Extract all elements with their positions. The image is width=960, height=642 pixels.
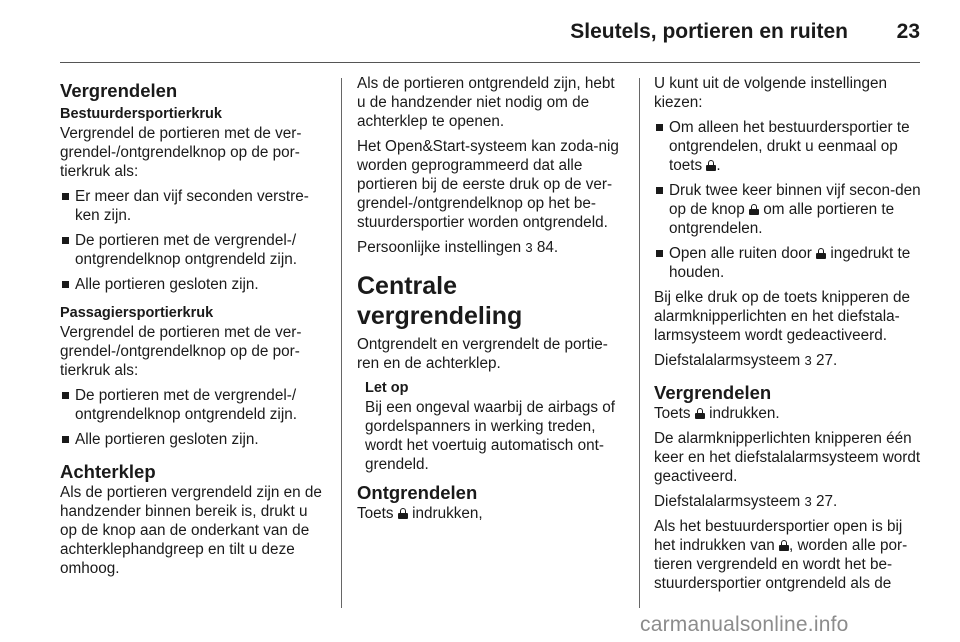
list-item: Om alleen het bestuurdersportier te ontgrendelen, drukt u eenmaal op toets .	[654, 118, 922, 175]
open-start-text: Het Open&Start-systeem kan zoda-nig worden geprogrammeerd dat alle portieren bij de eerste druk op de ver-grendel-/ontgrendelknop op het be-stuurdersportier worden ontgrendeld.	[357, 138, 619, 231]
passenger-intro: Vergrendel de portieren met de ver-grendel-/ontgrendelknop op de por-tierkruk als:	[60, 324, 302, 379]
alarm-ref-2: Diefstalalarmsysteem 3 27.	[654, 493, 838, 510]
tailgate-unlocked-text: Als de portieren ontgrendeld zijn, hebt u de handzender niet nodig om de achterklep te openen.	[357, 75, 615, 130]
bullet-icon	[62, 392, 69, 399]
lock-icon	[816, 248, 826, 259]
passenger-conditions-list	[60, 386, 326, 449]
bullet-icon	[656, 250, 663, 257]
section-heading-central-locking: Centrale vergrendeling	[357, 272, 523, 330]
personal-settings-ref: Persoonlijke instellingen 3 84.	[357, 239, 559, 256]
list-item: De portieren met de vergrendel-/ ontgrendelknop ontgrendeld zijn.	[60, 386, 326, 424]
bullet-icon	[656, 124, 663, 131]
lock-icon	[779, 540, 789, 551]
watermark: carmanualsonline.info	[640, 613, 849, 636]
page-header-title: Sleutels, portieren en ruiten	[570, 20, 848, 43]
list-item: Druk twee keer binnen vijf secon-den op de knop om alle portieren te ontgrendelen.	[654, 181, 922, 238]
unlock-instruction: Toets indrukken,	[357, 505, 483, 522]
driver-conditions-list	[60, 187, 326, 294]
driver-door-open-text: Als het bestuurdersportier open is bij het indrukken van , worden alle por-tieren vergrendeld en wordt het be-stuurdersportier ontgrendeld als de	[654, 518, 908, 592]
lock-icon	[706, 160, 716, 171]
page-number: 23	[896, 20, 920, 43]
lock-instruction: Toets indrukken.	[654, 405, 780, 422]
note-label: Let op	[365, 380, 409, 396]
section-heading-achterklep: Achterklep	[60, 461, 156, 482]
settings-intro: U kunt uit de volgende instellingen kiezen:	[654, 75, 888, 111]
header-divider	[60, 62, 920, 63]
lock-icon	[695, 408, 705, 419]
list-item: Open alle ruiten door ingedrukt te houden.	[654, 244, 922, 282]
section-heading-vergrendelen-2: Vergrendelen	[654, 382, 772, 403]
column-1	[60, 74, 326, 584]
lock-icon	[749, 204, 759, 215]
bullet-icon	[62, 281, 69, 288]
triangle-reference-icon: 3	[804, 353, 812, 368]
subheading-driver-handle: Bestuurdersportierkruk	[60, 106, 222, 122]
column-2	[357, 74, 625, 529]
page-reference-link[interactable]: 84.	[536, 239, 559, 256]
central-locking-intro: Ontgrendelt en vergrendelt de portie-ren en de achterklep.	[357, 336, 608, 372]
note-text: Bij een ongeval waarbij de airbags of gordelspanners in werking treden, wordt het voertuig automatisch ont-grendeld.	[365, 399, 616, 473]
alarm-ref: Diefstalalarmsysteem 3 27.	[654, 352, 838, 369]
bullet-icon	[62, 237, 69, 244]
list-item: De portieren met de vergrendel-/ ontgrendelknop ontgrendeld zijn.	[60, 231, 326, 269]
bullet-icon	[62, 193, 69, 200]
bullet-icon	[62, 436, 69, 443]
page-reference-link[interactable]: 27.	[815, 352, 838, 369]
column-3	[654, 74, 922, 599]
triangle-reference-icon: 3	[525, 240, 533, 255]
tailgate-text: Als de portieren vergrendeld zijn en de handzender binnen bereik is, drukt u op de knop aan de onderkant van de achterklephandgreep en tilt u deze omhoog.	[60, 484, 322, 577]
page-reference-link[interactable]: 27.	[815, 493, 838, 510]
lock-icon	[398, 508, 408, 519]
column-divider-2	[639, 78, 640, 608]
bullet-icon	[656, 187, 663, 194]
driver-intro: Vergrendel de portieren met de ver-grendel-/ontgrendelknop op de por-tierkruk als:	[60, 125, 302, 180]
section-heading-ontgrendelen: Ontgrendelen	[357, 482, 478, 503]
section-heading-vergrendelen: Vergrendelen	[60, 80, 178, 101]
list-item: Alle portieren gesloten zijn.	[60, 430, 326, 449]
alarm-flash-text: Bij elke druk op de toets knipperen de alarmknipperlichten en het diefstala-larmsysteem wordt gedeactiveerd.	[654, 289, 910, 344]
note-box	[357, 379, 625, 474]
flash-once-text: De alarmknipperlichten knipperen één keer en het diefstalalarmsysteem wordt geactiveerd.	[654, 430, 921, 485]
triangle-reference-icon: 3	[804, 494, 812, 509]
subheading-passenger-handle: Passagiersportierkruk	[60, 305, 214, 321]
unlock-options-list	[654, 118, 922, 282]
list-item: Alle portieren gesloten zijn.	[60, 275, 326, 294]
list-item: Er meer dan vijf seconden verstre-ken zijn.	[60, 187, 326, 225]
column-divider-1	[341, 78, 342, 608]
